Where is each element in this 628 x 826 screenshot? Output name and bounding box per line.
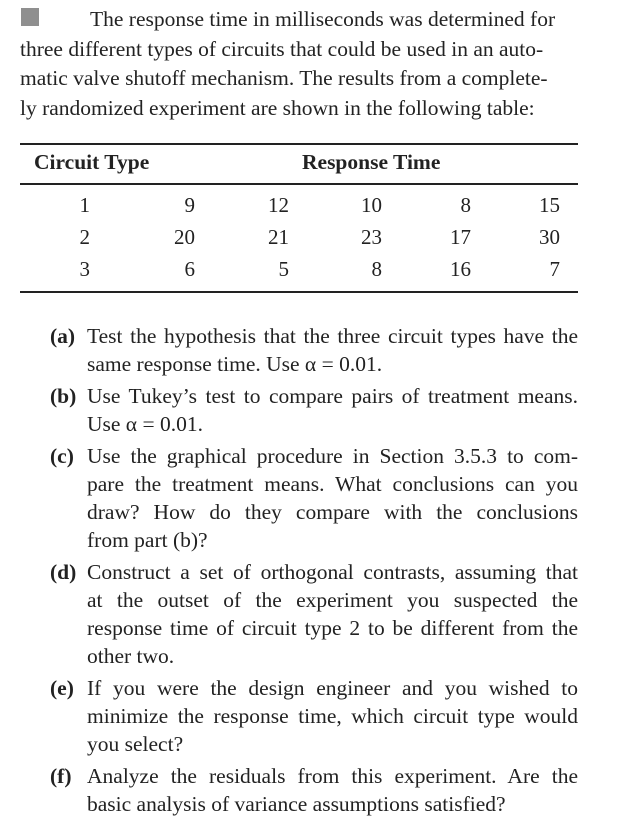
part-text	[87, 442, 578, 554]
response-time-cell: 16	[450, 257, 471, 281]
intro-line: ly randomized experiment are shown in the following table:	[20, 95, 535, 120]
response-time-cell: 8	[460, 193, 471, 217]
part-letter: (b)	[50, 384, 77, 408]
response-time-cell: 10	[361, 193, 382, 217]
response-time-cell: 23	[361, 225, 382, 249]
part-line: Use the graphical procedure in Section 3.5.3 to com-	[87, 444, 578, 468]
response-time-cell: 9	[184, 193, 195, 217]
response-time-cell: 30	[539, 225, 560, 249]
intro-line: The response time in milliseconds was determined for	[90, 7, 556, 31]
response-time-cell: 12	[268, 193, 289, 217]
part-line: from part (b)?	[87, 528, 208, 552]
table-row	[0, 256, 628, 282]
response-time-cell: 17	[450, 225, 471, 249]
part-line: draw? How do they compare with the conclusions	[87, 500, 578, 524]
table-top-rule	[20, 143, 578, 145]
part-line: other two.	[87, 644, 175, 668]
problem-intro	[20, 5, 598, 123]
part-text	[87, 558, 578, 670]
question-part-b	[50, 382, 578, 438]
part-line: you select?	[87, 732, 184, 756]
question-part-c	[50, 442, 578, 554]
part-line: Use Tukey’s test to compare pairs of treatment means.	[87, 384, 578, 408]
table-header-rule	[20, 183, 578, 185]
response-time-cell: 6	[184, 257, 195, 281]
part-line: Construct a set of orthogonal contrasts, assuming that	[87, 560, 578, 584]
table-bottom-rule	[20, 291, 578, 293]
header-response-time: Response Time	[302, 150, 441, 174]
part-line: basic analysis of variance assumptions satisfied?	[87, 792, 506, 816]
part-line: response time of circuit type 2 to be different from the	[87, 616, 578, 640]
part-line: Use α = 0.01.	[87, 412, 203, 436]
response-time-cell: 20	[174, 225, 195, 249]
response-time-cell: 8	[371, 257, 382, 281]
response-time-cell: 7	[549, 257, 560, 281]
part-line: Analyze the residuals from this experiment. Are the	[87, 764, 578, 788]
question-parts	[50, 322, 578, 822]
table-row	[0, 224, 628, 250]
part-text	[87, 762, 578, 818]
table-row	[0, 192, 628, 218]
response-time-cell: 5	[278, 257, 289, 281]
intro-line: matic valve shutoff mechanism. The results from a complete-	[20, 66, 548, 90]
question-part-d	[50, 558, 578, 670]
response-time-cell: 15	[539, 193, 560, 217]
part-letter: (f)	[50, 764, 72, 788]
header-circuit-type: Circuit Type	[34, 150, 150, 174]
part-text	[87, 674, 578, 758]
question-part-e	[50, 674, 578, 758]
part-line: same response time. Use α = 0.01.	[87, 352, 383, 376]
part-letter: (c)	[50, 444, 74, 468]
part-text	[87, 322, 578, 378]
question-part-a	[50, 322, 578, 378]
part-letter: (a)	[50, 324, 76, 348]
part-line: pare the treatment means. What conclusions can you	[87, 472, 578, 496]
part-letter: (e)	[50, 676, 74, 700]
circuit-type-cell: 1	[79, 193, 90, 217]
circuit-type-cell: 3	[79, 257, 90, 281]
part-line: minimize the response time, which circuit type would	[87, 704, 578, 728]
part-text	[87, 382, 578, 438]
part-line: Test the hypothesis that the three circuit types have the	[87, 324, 578, 348]
response-time-cell: 21	[268, 225, 289, 249]
question-part-f	[50, 762, 578, 818]
part-line: If you were the design engineer and you wished to	[87, 676, 578, 700]
part-letter: (d)	[50, 560, 77, 584]
circuit-type-cell: 2	[79, 225, 90, 249]
part-line: at the outset of the experiment you suspected the	[87, 588, 578, 612]
intro-line: three different types of circuits that could be used in an auto-	[20, 36, 544, 61]
